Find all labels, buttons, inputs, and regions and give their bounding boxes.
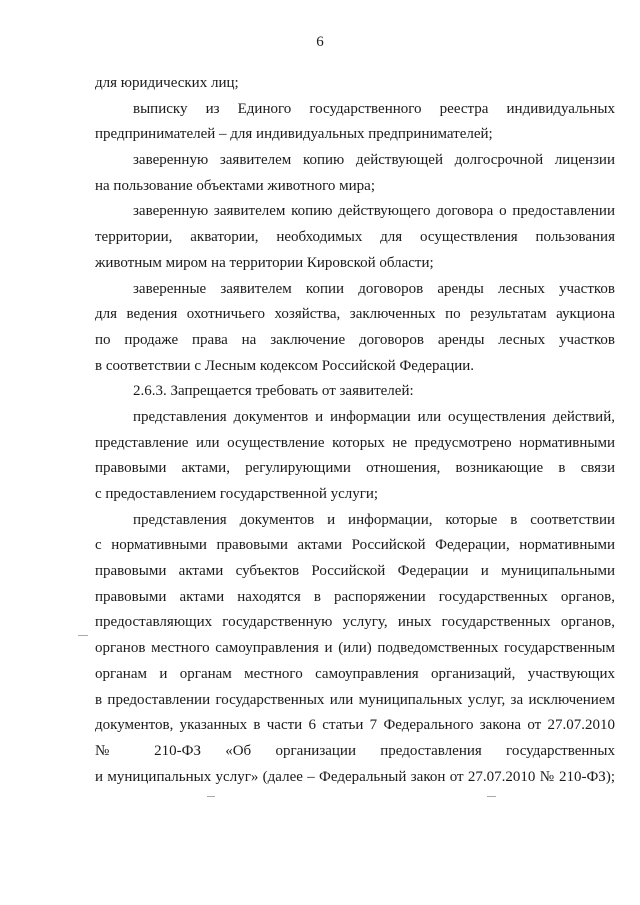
text-line: органов местного самоуправления и (или) подведомственных государственным <box>95 640 615 657</box>
text-line: с нормативными правовыми актами Российской Федерации, нормативными <box>95 537 615 554</box>
text-line: представления документов и информации, которые в соответствии <box>133 511 615 528</box>
text-line: заверенные заявителем копии договоров аренды лесных участков <box>133 280 615 297</box>
page-number: 6 <box>316 34 324 50</box>
text-line: территории, акватории, необходимых для осуществления пользования <box>95 229 615 246</box>
text-line: на пользование объектами животного мира; <box>95 177 375 194</box>
text-line: правовыми актами находятся в распоряжении государственных органов, <box>95 588 615 605</box>
text-line: представления документов и информации или осуществления действий, <box>133 408 615 425</box>
text-line: по продаже права на заключение договоров аренды лесных участков <box>95 331 615 348</box>
text-line: 2.6.3. Запрещается требовать от заявителей: <box>133 383 414 400</box>
text-line: в соответствии с Лесным кодексом Российской Федерации. <box>95 357 475 374</box>
text-line: выписку из Единого государственного реестра индивидуальных <box>133 100 615 117</box>
text-line: заверенную заявителем копию действующей долгосрочной лицензии <box>133 152 615 169</box>
text-line: предоставляющих государственную услугу, иных государственных органов, <box>95 614 615 631</box>
scan-mark <box>487 796 496 797</box>
scan-mark <box>207 796 215 797</box>
text-line: документов, указанных в части 6 статьи 7 Федерального закона от 27.07.2010 <box>95 717 615 734</box>
text-line: животным миром на территории Кировской области; <box>95 254 434 271</box>
text-line: для юридических лиц; <box>95 75 239 91</box>
text-line: и муниципальных услуг» (далее – Федеральный закон от 27.07.2010 № 210-ФЗ); <box>95 768 615 785</box>
text-line: в предоставлении государственных или муниципальных услуг, за исключением <box>95 691 615 708</box>
text-line: правовыми актами субъектов Российской Федерации и муниципальными <box>95 563 615 580</box>
text-line: правовыми актами, регулирующими отношения, возникающие в связи <box>95 460 615 477</box>
scan-mark <box>78 635 88 636</box>
text-line: № 210-ФЗ «Об организации предоставления государственных <box>95 742 615 759</box>
text-line: представление или осуществление которых не предусмотрено нормативными <box>95 434 615 451</box>
text-line: с предоставлением государственной услуги; <box>95 486 379 502</box>
document-body <box>95 71 615 790</box>
text-line: для ведения охотничьего хозяйства, заключенных по результатам аукциона <box>95 306 615 323</box>
text-line: заверенную заявителем копию действующего договора о предоставлении <box>133 203 615 220</box>
text-line: органам и органам местного самоуправления организаций, участвующих <box>95 665 615 682</box>
text-line: предпринимателей – для индивидуальных предпринимателей; <box>95 126 493 143</box>
